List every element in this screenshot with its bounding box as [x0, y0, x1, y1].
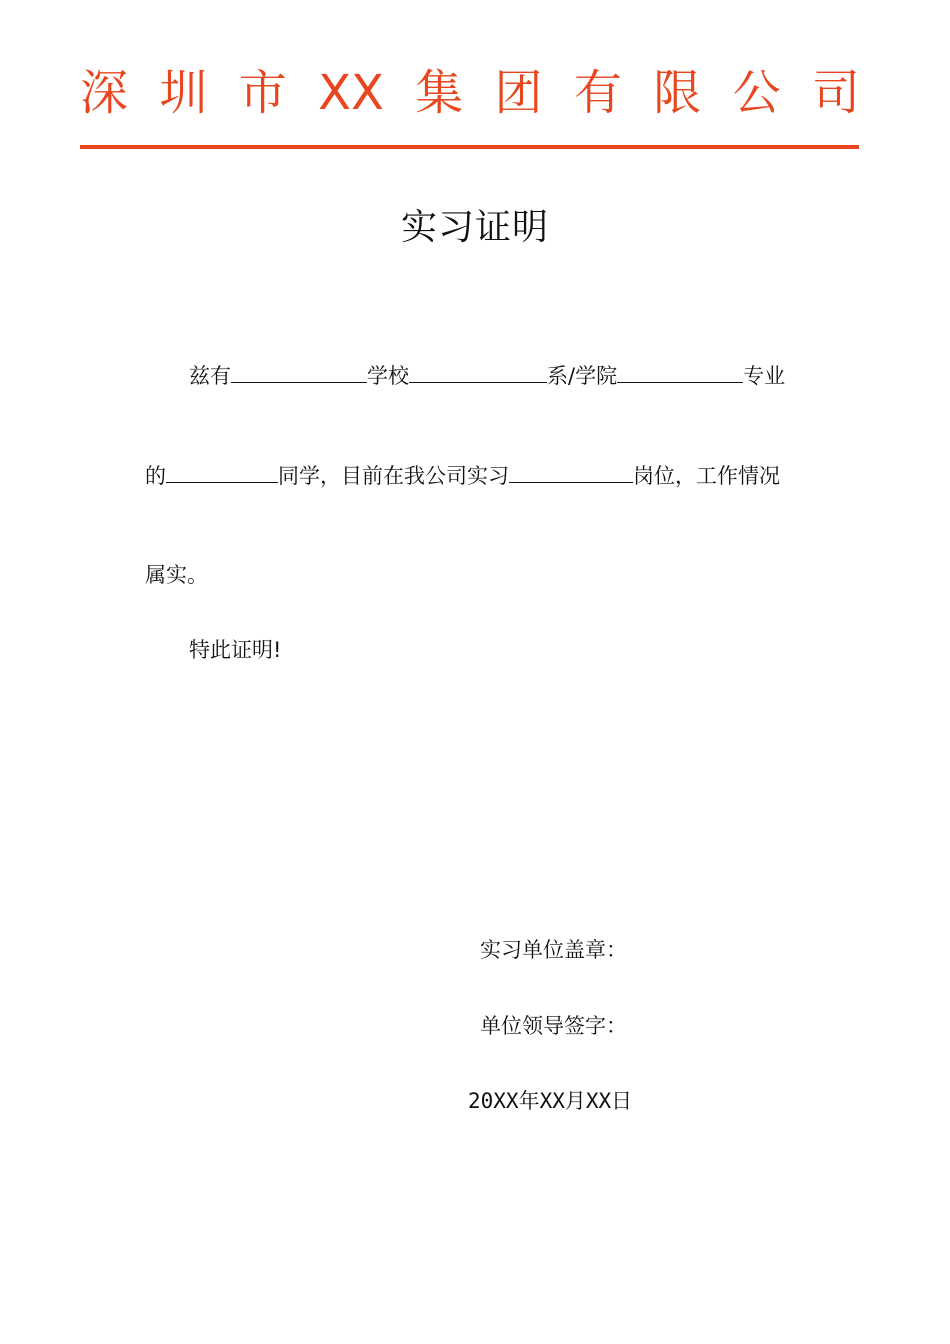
company-char: 圳	[159, 65, 208, 121]
company-char: 市	[238, 65, 287, 121]
header-divider	[80, 145, 859, 149]
fill-blank-department	[617, 360, 743, 383]
closing-statement: 特此证明!	[189, 638, 282, 662]
body-line-1	[189, 360, 785, 391]
signature-date	[468, 1086, 632, 1116]
document-title: 实习证明	[400, 207, 549, 248]
fill-blank-name	[231, 360, 367, 383]
company-char: 有	[573, 65, 622, 121]
date-day: XX	[585, 1089, 612, 1113]
leader-signature-label: 单位领导签字：	[480, 1014, 627, 1038]
company-char: 集	[415, 65, 464, 121]
body-line-2	[145, 460, 780, 491]
text-segment: 兹有	[189, 364, 231, 388]
company-char: XX	[318, 65, 384, 121]
company-char: 团	[494, 65, 543, 121]
fill-blank-major	[166, 460, 278, 483]
date-year-unit: 年	[518, 1089, 540, 1113]
text-segment: 岗位，工作情况	[633, 464, 780, 488]
fill-blank-school	[409, 360, 547, 383]
date-year: 20XX	[468, 1089, 519, 1113]
date-month-unit: 月	[564, 1089, 586, 1113]
fill-blank-position	[509, 460, 633, 483]
date-day-unit: 日	[611, 1089, 633, 1113]
company-char: 司	[811, 65, 860, 121]
seal-label: 实习单位盖章：	[480, 938, 627, 962]
company-char: 深	[80, 65, 129, 121]
company-char: 限	[653, 65, 702, 121]
company-name-header	[80, 58, 860, 128]
company-char: 公	[732, 65, 781, 121]
text-segment: 专业	[743, 364, 786, 388]
text-segment: 系/学院	[547, 364, 618, 388]
date-month: XX	[539, 1089, 565, 1113]
body-line-3: 属实。	[145, 563, 208, 587]
text-segment: 的	[145, 464, 166, 488]
text-segment: 学校	[367, 364, 409, 388]
text-segment: 同学，目前在我公司实习	[278, 464, 509, 488]
